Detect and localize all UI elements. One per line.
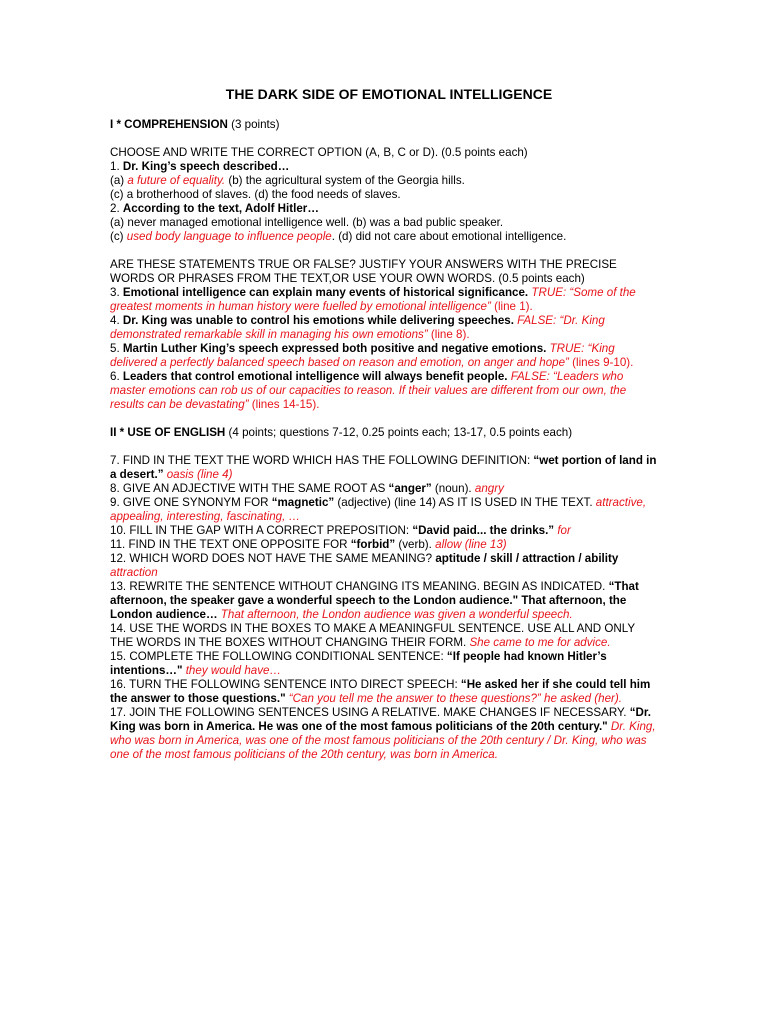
answer: She came to me for advice.: [469, 636, 611, 649]
question-1-options-ab: (a) a future of equality. (b) the agricultural system of the Georgia hills.: [110, 174, 465, 187]
question-14: 14. USE THE WORDS IN THE BOXES TO MAKE A MEANINGFUL SENTENCE. USE ALL AND ONLY THE WORDS IN THE BOXES WITHOUT CHANGING THEIR FORM. She came to me for advice.: [110, 622, 635, 649]
question-16: 16. TURN THE FOLLOWING SENTENCE INTO DIRECT SPEECH: “He asked her if she could tell him the answer to those questions." “Can you tell me the answer to these questions?” he asked (her).: [110, 678, 651, 705]
spacer: [110, 244, 660, 258]
answer: That afternoon, the London audience was given a wonderful speech.: [217, 608, 573, 621]
answer: FALSE: “Dr. King demonstrated remarkable skill in managing his own emotions”: [110, 314, 605, 341]
question-15: 15. COMPLETE THE FOLLOWING CONDITIONAL SENTENCE: “If people had known Hitler’s intentions…" they would have…: [110, 650, 607, 677]
section1-heading: I * COMPREHENSION (3 points): [110, 118, 280, 131]
question-13: 13. REWRITE THE SENTENCE WITHOUT CHANGING ITS MEANING. BEGIN AS INDICATED. “That afternoon, the speaker gave a wonderful speech to the London audience." That afternoon, the London audience… That afternoon, the London audience was given a wonderful speech.: [110, 580, 639, 621]
document-page: [110, 86, 660, 762]
answer: Dr. King, who was born in America, was one of the most famous politicians of the 20th century / Dr. King, who was one of the most famous politicians of the 20th century, was born in America.: [110, 720, 656, 761]
question-2-options-ab: (a) never managed emotional intelligence well. (b) was a bad public speaker.: [110, 216, 504, 229]
question-2-options-cd: (c) used body language to influence people. (d) did not care about emotional intelligence.: [110, 230, 567, 243]
question-10: 10. FILL IN THE GAP WITH A CORRECT PREPOSITION: “David paid... the drinks.” for: [110, 524, 571, 537]
answer: oasis (line 4): [163, 468, 233, 481]
spacer: [110, 412, 660, 426]
spacer: [110, 440, 660, 454]
question-1: 1. Dr. King’s speech described…: [110, 160, 290, 173]
section2-heading: II * USE OF ENGLISH (4 points; questions 7-12, 0.25 points each; 13-17, 0.5 points each): [110, 426, 573, 439]
question-17: 17. JOIN THE FOLLOWING SENTENCES USING A RELATIVE. MAKE CHANGES IF NECESSARY. “Dr. King was born in America. He was one of the most famous politicians of the 20th century." Dr. King, who was born in America, was one of the most famous politicians of the 20th century / Dr. King, who was one of the most famous politicians of the 20th century, was born in America.: [110, 706, 656, 761]
question-3: 3. Emotional intelligence can explain many events of historical significance. TRUE: “Some of the greatest moments in human history were fuelled by emotional intelligence” (line 1).: [110, 286, 636, 313]
answer: for: [554, 524, 571, 537]
answer: allow (line 13): [435, 538, 507, 551]
question-7: 7. FIND IN THE TEXT THE WORD WHICH HAS THE FOLLOWING DEFINITION: “wet portion of land in a desert.” oasis (line 4): [110, 454, 657, 481]
question-11: 11. FIND IN THE TEXT ONE OPPOSITE FOR “forbid” (verb). allow (line 13): [110, 538, 507, 551]
question-8: 8. GIVE AN ADJECTIVE WITH THE SAME ROOT AS “anger” (noun). angry: [110, 482, 504, 495]
question-5: 5. Martin Luther King’s speech expressed both positive and negative emotions. TRUE: “King delivered a perfectly balanced speech based on reason and emotion, on anger and hope” (lines 9-10).: [110, 342, 634, 369]
answer: a future of equality.: [127, 174, 226, 187]
question-4: 4. Dr. King was unable to control his emotions while delivering speeches. FALSE: “Dr. King demonstrated remarkable skill in managing his own emotions” (line 8).: [110, 314, 605, 341]
spacer: [110, 132, 660, 146]
answer: used body language to influence people: [126, 230, 332, 243]
question-9: 9. GIVE ONE SYNONYM FOR “magnetic” (adjective) (line 14) AS IT IS USED IN THE TEXT. attractive, appealing, interesting, fascinating, …: [110, 496, 647, 523]
answer: FALSE: “Leaders who master emotions can rob us of our capacities to reason. If their values are different from our own, the results can be devastating”: [110, 370, 627, 411]
answer: TRUE: “Some of the greatest moments in human history were fuelled by emotional intelligence”: [110, 286, 636, 313]
answer: “Can you tell me the answer to these questions?” he asked (her).: [285, 692, 622, 705]
page-title: THE DARK SIDE OF EMOTIONAL INTELLIGENCE: [225, 86, 553, 102]
question-6: 6. Leaders that control emotional intelligence will always benefit people. FALSE: “Leaders who master emotions can rob us of our capacities to reason. If their values are different from our own, the results can be devastating” (lines 14-15).: [110, 370, 627, 411]
question-12: 12. WHICH WORD DOES NOT HAVE THE SAME MEANING? aptitude / skill / attraction / ability attraction: [110, 552, 619, 579]
answer: TRUE: “King delivered a perfectly balanced speech based on reason and emotion, on anger and hope”: [110, 342, 615, 369]
answer: attractive, appealing, interesting, fascinating, …: [110, 496, 647, 523]
tf-instruction: ARE THESE STATEMENTS TRUE OR FALSE? JUSTIFY YOUR ANSWERS WITH THE PRECISE WORDS OR PHRASES FROM THE TEXT,OR USE YOUR OWN WORDS. (0.5 points each): [110, 258, 617, 285]
answer: angry: [474, 482, 504, 495]
question-1-options-cd: (c) a brotherhood of slaves. (d) the food needs of slaves.: [110, 188, 401, 201]
answer: attraction: [110, 566, 158, 579]
answer: they would have…: [182, 664, 282, 677]
question-2: 2. According to the text, Adolf Hitler…: [110, 202, 319, 215]
mc-instruction: CHOOSE AND WRITE THE CORRECT OPTION (A, B, C or D). (0.5 points each): [110, 146, 528, 159]
